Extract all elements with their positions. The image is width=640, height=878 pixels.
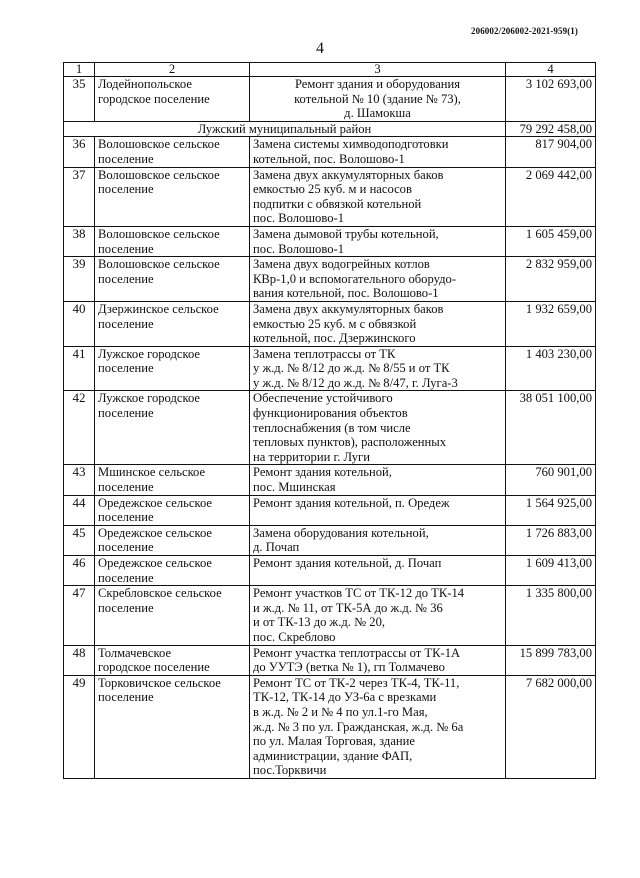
work-description: Ремонт здания котельной, д. Почап	[250, 556, 506, 586]
row-number: 38	[64, 226, 95, 256]
amount: 7 682 000,00	[506, 675, 596, 778]
row-number: 48	[64, 645, 95, 675]
row-number: 39	[64, 257, 95, 302]
amount: 760 901,00	[506, 465, 596, 495]
table-row	[64, 465, 596, 495]
amount: 1 726 883,00	[506, 525, 596, 555]
table-row	[64, 391, 596, 465]
table-row	[64, 556, 596, 586]
row-number: 45	[64, 525, 95, 555]
work-description: Ремонт ТС от ТК-2 через ТК-4, ТК-11, ТК-12, ТК-14 до УЗ-6а с врезками в ж.д. № 2 и № 4 по ул.1-го Мая, ж.д. № 3 по ул. Гражданская, ж.д. № 6а по ул. Малая Торговая, здание администрации, здание ФАП, пос.Торквичи	[250, 675, 506, 778]
settlement-name: Волошовское сельское поселение	[95, 137, 250, 167]
amount: 3 102 693,00	[506, 77, 596, 122]
work-description: Ремонт участка теплотрассы от ТК-1А до УУТЭ (ветка № 1), гп Толмачево	[250, 645, 506, 675]
settlement-name: Лодейнопольское городское поселение	[95, 77, 250, 122]
row-number: 44	[64, 495, 95, 525]
settlement-name: Толмачевское городское поселение	[95, 645, 250, 675]
work-description: Замена двух водогрейных котлов КВр-1,0 и вспомогательного оборудо- вания котельной, пос. Волошово-1	[250, 257, 506, 302]
page-number: 4	[316, 40, 324, 57]
table-row	[64, 226, 596, 256]
district-name: Лужский муниципальный район	[64, 121, 506, 137]
amount: 817 904,00	[506, 137, 596, 167]
row-number: 49	[64, 675, 95, 778]
settlement-name: Оредежское сельское поселение	[95, 525, 250, 555]
settlement-name: Волошовское сельское поселение	[95, 226, 250, 256]
work-description: Замена дымовой трубы котельной, пос. Волошово-1	[250, 226, 506, 256]
table-row	[64, 675, 596, 778]
column-header: 3	[250, 63, 506, 77]
amount: 15 899 783,00	[506, 645, 596, 675]
funding-table	[63, 62, 596, 779]
work-description: Ремонт здания и оборудования котельной № 10 (здание № 73), д. Шамокша	[250, 77, 506, 122]
document-code: 206002/206002-2021-959(1)	[471, 26, 578, 36]
row-number: 37	[64, 167, 95, 226]
settlement-name: Оредежское сельское поселение	[95, 556, 250, 586]
table-row	[64, 257, 596, 302]
row-number: 47	[64, 586, 95, 645]
settlement-name: Мшинское сельское поселение	[95, 465, 250, 495]
column-header: 2	[95, 63, 250, 77]
work-description: Обеспечение устойчивого функционирования объектов теплоснабжения (в том числе тепловых пунктов), расположенных на территории г. Луги	[250, 391, 506, 465]
table-row	[64, 586, 596, 645]
settlement-name: Лужское городское поселение	[95, 346, 250, 391]
table-row	[64, 525, 596, 555]
column-header: 4	[506, 63, 596, 77]
amount: 1 609 413,00	[506, 556, 596, 586]
row-number: 46	[64, 556, 95, 586]
row-number: 43	[64, 465, 95, 495]
amount: 38 051 100,00	[506, 391, 596, 465]
row-number: 41	[64, 346, 95, 391]
column-header: 1	[64, 63, 95, 77]
settlement-name: Скребловское сельское поселение	[95, 586, 250, 645]
table-row	[64, 137, 596, 167]
amount: 1 564 925,00	[506, 495, 596, 525]
district-total: 79 292 458,00	[506, 121, 596, 137]
work-description: Замена системы химводоподготовки котельной, пос. Волошово-1	[250, 137, 506, 167]
settlement-name: Оредежское сельское поселение	[95, 495, 250, 525]
row-number: 36	[64, 137, 95, 167]
settlement-name: Волошовское сельское поселение	[95, 167, 250, 226]
settlement-name: Торковичское сельское поселение	[95, 675, 250, 778]
settlement-name: Дзержинское сельское поселение	[95, 301, 250, 346]
table-row	[64, 645, 596, 675]
table-row	[64, 495, 596, 525]
row-number: 35	[64, 77, 95, 122]
district-subtotal-row	[64, 121, 596, 137]
work-description: Ремонт участков ТС от ТК-12 до ТК-14 и ж.д. № 11, от ТК-5А до ж.д. № 36 и от ТК-13 до ж.д. № 20, пос. Скреблово	[250, 586, 506, 645]
amount: 1 932 659,00	[506, 301, 596, 346]
work-description: Ремонт здания котельной, пос. Мшинская	[250, 465, 506, 495]
settlement-name: Лужское городское поселение	[95, 391, 250, 465]
work-description: Замена двух аккумуляторных баков емкостью 25 куб. м и насосов подпитки с обвязкой котельной пос. Волошово-1	[250, 167, 506, 226]
work-description: Замена теплотрассы от ТК у ж.д. № 8/12 до ж.д. № 8/55 и от ТК у ж.д. № 8/12 до ж.д. № 8/47, г. Луга-3	[250, 346, 506, 391]
amount: 2 832 959,00	[506, 257, 596, 302]
row-number: 40	[64, 301, 95, 346]
amount: 1 403 230,00	[506, 346, 596, 391]
work-description: Замена двух аккумуляторных баков емкостью 25 куб. м с обвязкой котельной, пос. Дзержинского	[250, 301, 506, 346]
table-row	[64, 301, 596, 346]
table-body	[64, 77, 596, 779]
work-description: Замена оборудования котельной, д. Почап	[250, 525, 506, 555]
settlement-name: Волошовское сельское поселение	[95, 257, 250, 302]
table-row	[64, 167, 596, 226]
work-description: Ремонт здания котельной, п. Оредеж	[250, 495, 506, 525]
table-header-row	[64, 63, 596, 77]
amount: 1 335 800,00	[506, 586, 596, 645]
row-number: 42	[64, 391, 95, 465]
table-row	[64, 346, 596, 391]
amount: 1 605 459,00	[506, 226, 596, 256]
table-row	[64, 77, 596, 122]
amount: 2 069 442,00	[506, 167, 596, 226]
